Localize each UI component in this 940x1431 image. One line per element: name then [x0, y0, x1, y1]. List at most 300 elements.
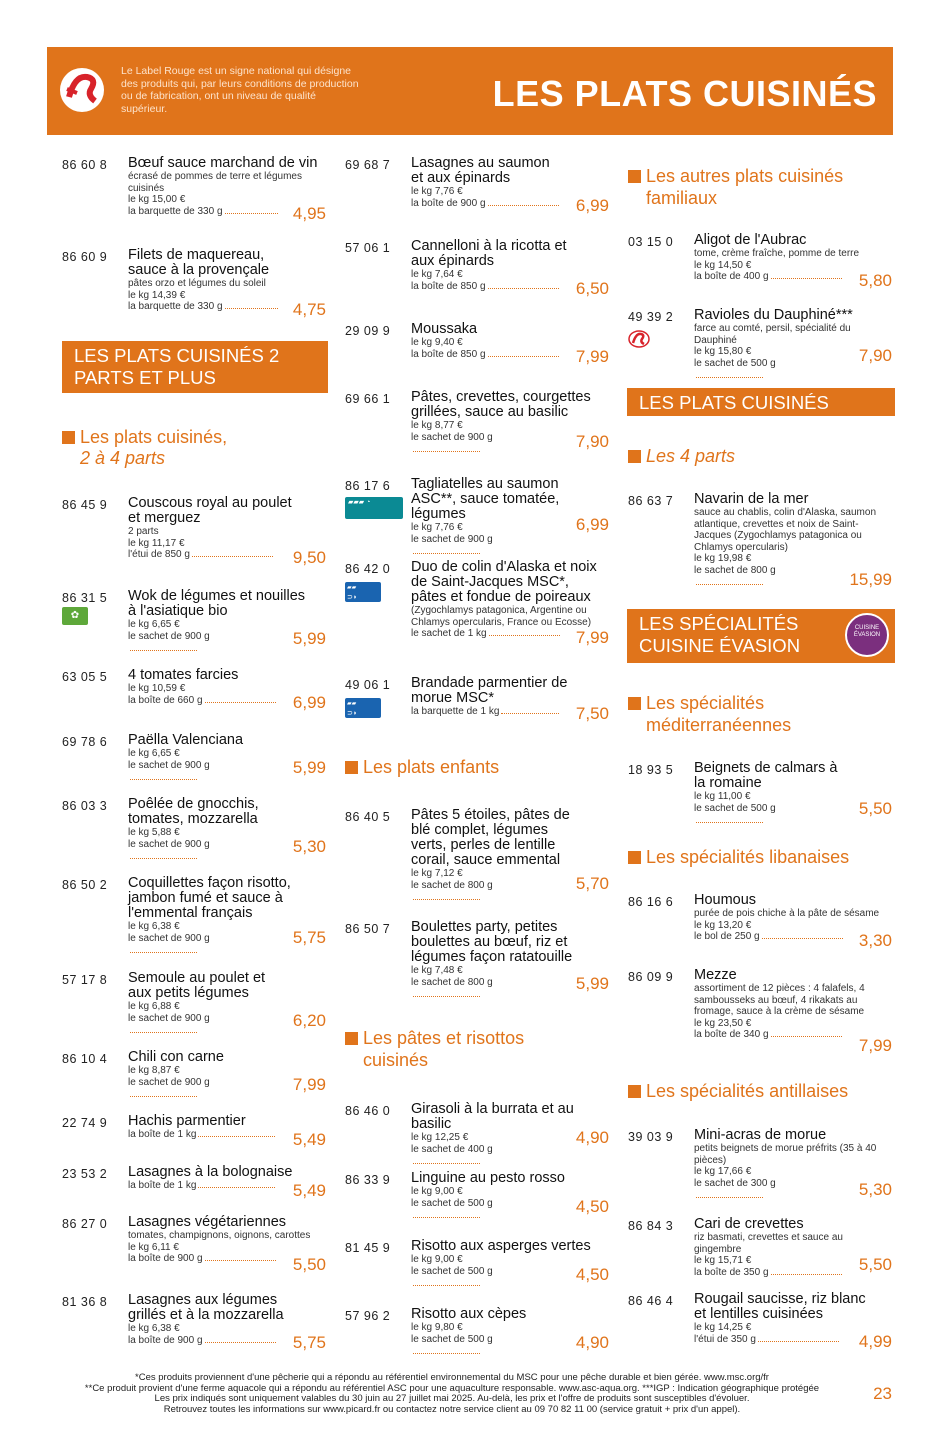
product-item[interactable]	[62, 971, 326, 1031]
product-item[interactable]	[345, 390, 609, 452]
price-per-kg: le kg 7,76 €	[411, 186, 463, 197]
product-description: 2 parts	[128, 526, 159, 537]
page-number: 23	[873, 1384, 892, 1403]
product-item[interactable]	[628, 307, 892, 369]
section-subtitle-text-2: méditerranéennes	[646, 715, 792, 735]
label-rouge-logo-icon	[57, 67, 107, 113]
product-code: 86 17 6	[345, 479, 391, 493]
price-per-kg: le kg 6,38 €	[128, 921, 180, 932]
product-price: 7,50	[575, 704, 609, 723]
product-price: 4,50	[575, 1197, 609, 1216]
bio-leaf-icon: ✿	[62, 607, 88, 625]
product-price: 5,99	[292, 629, 326, 648]
product-item[interactable]	[345, 156, 609, 216]
section-band-2-parts	[62, 341, 328, 393]
product-description: (Zygochlamys patagonica, Argentine ou Chlamys opercularis, France ou Ecosse)	[411, 605, 592, 628]
package-line	[694, 803, 844, 827]
product-name: Couscous royal au poulet et merguez	[128, 495, 292, 526]
price-leader-dots	[130, 858, 197, 859]
product-description: purée de pois chiche à la pâte de sésame	[694, 908, 880, 919]
price-per-kg: le kg 12,25 €	[411, 1132, 469, 1143]
package-line	[128, 1253, 278, 1265]
package-size: le sachet de 500 g	[411, 1265, 493, 1277]
package-line	[128, 760, 278, 784]
section-subtitle	[628, 846, 892, 868]
product-price: 5,75	[292, 1333, 326, 1352]
product-code: 49 06 1	[345, 678, 391, 692]
product-code: 86 60 9	[62, 250, 108, 264]
section-square-icon	[628, 697, 641, 710]
package-line	[694, 271, 844, 283]
section-square-icon	[345, 761, 358, 774]
section-subtitle	[628, 692, 892, 736]
section-band-2-parts-text: LES PLATS CUISINÉS 2 PARTS ET PLUS	[74, 345, 280, 388]
price-leader-dots	[225, 308, 278, 309]
product-code: 69 66 1	[345, 392, 391, 406]
product-code: 57 96 2	[345, 1309, 391, 1323]
package-line	[411, 198, 561, 210]
package-size: le sachet de 500 g	[411, 1333, 493, 1345]
product-name: Cannelloni à la ricotta et aux épinards	[411, 238, 567, 269]
price-leader-dots	[225, 213, 278, 214]
product-price: 5,99	[292, 758, 326, 777]
package-line	[128, 1077, 278, 1101]
product-item[interactable]	[345, 676, 609, 724]
price-leader-dots	[205, 702, 277, 703]
page-title: LES PLATS CUISINÉS	[492, 73, 877, 114]
product-code: 86 46 4	[628, 1294, 674, 1308]
package-line	[411, 349, 561, 361]
section-square-icon	[345, 1032, 358, 1045]
product-price: 5,50	[858, 1255, 892, 1274]
price-leader-dots	[130, 779, 197, 780]
price-leader-dots	[413, 899, 480, 900]
product-item[interactable]	[345, 322, 609, 367]
product-price: 5,50	[292, 1255, 326, 1274]
section-square-icon	[62, 431, 75, 444]
product-item[interactable]	[62, 733, 326, 778]
price-per-kg: le kg 7,76 €	[411, 522, 463, 533]
package-size: la boîte de 900 g	[128, 1253, 203, 1264]
package-size: la boîte de 900 g	[411, 197, 486, 209]
package-line	[128, 1335, 278, 1347]
product-item[interactable]	[62, 1293, 326, 1353]
price-leader-dots	[130, 1032, 197, 1033]
product-price: 5,99	[575, 974, 609, 993]
product-name: Ravioles du Dauphiné***	[694, 307, 853, 323]
price-leader-dots	[758, 1341, 839, 1342]
product-item[interactable]	[628, 1128, 892, 1200]
product-name: Pâtes, crevettes, courgettes grillées, sauce au basilic	[411, 389, 591, 420]
product-item[interactable]	[345, 808, 609, 894]
product-code: 57 06 1	[345, 241, 391, 255]
section-subtitle-text: Les spécialités	[646, 693, 765, 713]
product-code: 86 03 3	[62, 799, 108, 813]
price-leader-dots	[488, 288, 560, 289]
product-name: Paëlla Valenciana	[128, 732, 244, 748]
product-item[interactable]	[628, 761, 892, 819]
section-subtitle	[345, 756, 609, 778]
product-code: 03 15 0	[628, 235, 674, 249]
product-price: 7,90	[575, 432, 609, 451]
footer-msc-note: *Ces produits proviennent d'une pêcherie qui a répondu au référentiel environnemental du MSC pour une pêche durable et bien gérée. www.msc.org/fr	[135, 1372, 769, 1383]
price-per-kg: le kg 6,11 €	[128, 1241, 179, 1253]
price-per-kg: le kg 13,20 €	[694, 919, 752, 931]
product-code: 86 84 3	[628, 1219, 674, 1233]
product-price: 4,50	[575, 1265, 609, 1284]
package-size: la boîte de 350 g	[694, 1266, 769, 1278]
product-price: 7,99	[575, 347, 609, 366]
package-line	[411, 281, 561, 293]
product-code: 57 17 8	[62, 973, 108, 987]
product-description: sauce au chablis, colin d'Alaska, saumon atlantique, crevettes et noix de Saint-Jacques (Zygochlamys patagonica ou Chlamys opercularis)	[694, 507, 877, 553]
product-name: Lasagnes à la bolognaise	[128, 1164, 293, 1180]
product-name-block	[694, 968, 892, 1041]
price-leader-dots	[501, 713, 559, 714]
section-band-evasion	[627, 609, 895, 663]
package-line	[128, 1180, 278, 1192]
package-line	[411, 1334, 561, 1358]
product-price: 5,30	[858, 1180, 892, 1199]
section-band-evasion-line1: LES SPÉCIALITÉS	[639, 613, 799, 634]
product-price: 4,90	[575, 1333, 609, 1352]
price-leader-dots	[198, 1136, 274, 1137]
section-subtitle-text-2: familiaux	[646, 188, 718, 208]
product-name: Houmous	[694, 892, 757, 908]
package-size: la barquette de 1 kg	[411, 706, 500, 717]
package-line	[411, 977, 561, 1001]
product-price: 7,90	[858, 346, 892, 365]
product-name-block	[694, 308, 892, 382]
package-size: le sachet de 500 g	[694, 357, 776, 369]
price-per-kg: le kg 15,00 €	[128, 194, 186, 205]
package-line	[128, 933, 278, 957]
package-size: le sachet de 300 g	[694, 1177, 776, 1189]
product-name: Filets de maquereau, sauce à la provençale	[128, 247, 270, 278]
product-name: Risotto aux asperges vertes	[411, 1238, 591, 1254]
price-per-kg: le kg 7,48 €	[411, 965, 463, 976]
msc-label-icon: ▰▰ ⊃◗	[345, 698, 381, 718]
section-subtitle	[345, 1027, 609, 1071]
price-leader-dots	[488, 205, 560, 206]
product-item[interactable]	[628, 1292, 892, 1352]
price-leader-dots	[696, 822, 763, 823]
product-item[interactable]	[628, 893, 892, 951]
price-per-kg: le kg 6,65 €	[128, 619, 180, 630]
price-leader-dots	[413, 1353, 480, 1354]
product-price: 4,95	[292, 204, 326, 223]
footer-notes	[47, 1373, 857, 1415]
product-price: 6,99	[575, 515, 609, 534]
label-rouge-icon	[628, 330, 650, 348]
package-size: la boîte de 660 g	[128, 694, 203, 706]
product-price: 5,80	[858, 271, 892, 290]
product-description: écrasé de pommes de terre et légumes cuisinés	[128, 171, 302, 194]
price-per-kg: le kg 14,39 €	[128, 289, 186, 301]
product-item[interactable]	[62, 1165, 326, 1201]
product-code: 49 39 2	[628, 310, 674, 324]
package-size: la barquette de 330 g	[128, 301, 223, 312]
product-description: tomates, champignons, oignons, carottes	[128, 1230, 311, 1241]
package-line	[128, 206, 278, 218]
product-name: Navarin de la mer	[694, 491, 809, 507]
section-subtitle-text: Les spécialités antillaises	[646, 1081, 849, 1101]
product-name: Linguine au pesto rosso	[411, 1170, 565, 1186]
package-size: le sachet de 900 g	[128, 1012, 210, 1024]
price-leader-dots	[488, 356, 560, 357]
package-line	[128, 301, 278, 313]
price-per-kg: le kg 19,98 €	[694, 553, 752, 564]
package-line	[411, 1144, 561, 1168]
product-code: 86 16 6	[628, 895, 674, 909]
product-description: petits beignets de morue préfrits (35 à 40 pièces)	[694, 1143, 877, 1166]
price-leader-dots	[130, 952, 197, 953]
section-subtitle	[628, 445, 892, 467]
product-item[interactable]	[628, 1216, 892, 1278]
price-leader-dots	[205, 1260, 277, 1261]
product-code: 86 33 9	[345, 1173, 391, 1187]
product-name: Chili con carne	[128, 1049, 224, 1065]
product-price: 4,90	[575, 1128, 609, 1147]
product-code: 86 42 0	[345, 562, 391, 576]
product-code: 63 05 5	[62, 670, 108, 684]
product-name: Lasagnes au saumon et aux épinards	[411, 155, 550, 186]
package-line	[411, 706, 561, 718]
price-per-kg: le kg 15,80 €	[694, 346, 752, 357]
package-size: la boîte de 1 kg	[128, 1180, 197, 1191]
package-size: la boîte de 900 g	[128, 1334, 203, 1346]
price-per-kg: le kg 23,50 €	[694, 1017, 752, 1029]
product-description: tome, crème fraîche, pomme de terre	[694, 248, 860, 259]
product-item[interactable]	[62, 1215, 326, 1275]
section-band-festifs	[627, 388, 895, 435]
product-item[interactable]	[62, 496, 326, 568]
package-size: le sachet de 800 g	[411, 976, 493, 988]
section-square-icon	[628, 170, 641, 183]
price-per-kg: le kg 6,38 €	[128, 1323, 180, 1334]
product-description: assortiment de 12 pièces : 4 falafels, 4 sambousseks au bœuf, 4 rikakats au fromage, sauce à la crème de sésame	[694, 983, 865, 1017]
product-item[interactable]	[62, 797, 326, 857]
product-code: 18 93 5	[628, 763, 674, 777]
price-leader-dots	[771, 278, 843, 279]
package-size: le sachet de 900 g	[411, 431, 493, 443]
product-name: Brandade parmentier de morue MSC*	[411, 675, 568, 706]
product-name: Rougail saucisse, riz blanc et lentilles cuisinées	[694, 1291, 866, 1322]
package-line	[694, 1178, 844, 1202]
product-item[interactable]	[62, 156, 326, 228]
product-price: 6,99	[575, 196, 609, 215]
package-size: le sachet de 1 kg	[411, 628, 487, 639]
product-price: 6,20	[292, 1011, 326, 1030]
product-item[interactable]	[345, 1171, 609, 1217]
price-per-kg: le kg 6,88 €	[128, 1001, 180, 1012]
package-size: le sachet de 900 g	[128, 838, 210, 850]
price-per-kg: le kg 7,12 €	[411, 868, 463, 879]
package-size: la barquette de 330 g	[128, 205, 223, 217]
product-item[interactable]	[62, 589, 326, 649]
msc-label-icon: ▰▰ ⊃◗	[345, 582, 381, 602]
package-line	[128, 1013, 278, 1037]
price-per-kg: le kg 11,17 €	[128, 537, 185, 549]
package-line	[128, 631, 278, 655]
page-header	[47, 47, 893, 135]
price-leader-dots	[696, 377, 763, 378]
product-item[interactable]	[62, 876, 326, 948]
package-size: le sachet de 800 g	[411, 879, 493, 891]
section-band-festifs-text: LES PLATS CUISINÉS FESTIFS	[639, 392, 829, 435]
package-size: le sachet de 500 g	[694, 802, 776, 814]
package-size: la boîte de 1 kg	[128, 1129, 197, 1140]
product-code: 69 78 6	[62, 735, 108, 749]
product-item[interactable]	[628, 968, 892, 1056]
product-price: 5,50	[858, 799, 892, 818]
price-per-kg: le kg 15,71 €	[694, 1255, 752, 1266]
product-price: 9,50	[292, 548, 326, 567]
product-code: 86 10 4	[62, 1052, 108, 1066]
section-square-icon	[628, 1085, 641, 1098]
package-size: l'étui de 350 g	[694, 1333, 756, 1345]
product-price: 15,99	[849, 570, 892, 589]
price-per-kg: le kg 17,66 €	[694, 1166, 752, 1177]
product-name: Wok de légumes et nouilles à l'asiatique bio	[128, 588, 306, 619]
product-price: 4,75	[292, 300, 326, 319]
product-code: 23 53 2	[62, 1167, 108, 1181]
product-price: 3,30	[858, 931, 892, 950]
price-leader-dots	[192, 556, 273, 557]
price-per-kg: le kg 14,25 €	[694, 1322, 752, 1333]
product-item[interactable]	[62, 668, 326, 713]
product-item[interactable]	[628, 492, 892, 590]
package-size: le sachet de 500 g	[411, 1197, 493, 1209]
section-subtitle-text-2: cuisinés	[363, 1050, 429, 1070]
product-code: 86 50 2	[62, 878, 108, 892]
package-size: l'étui de 850 g	[128, 549, 190, 560]
package-line	[411, 534, 561, 558]
product-item[interactable]	[62, 1114, 326, 1150]
product-price: 7,99	[575, 628, 609, 647]
product-item[interactable]	[628, 233, 892, 291]
product-code: 86 63 7	[628, 494, 674, 508]
product-code: 86 09 9	[628, 970, 674, 984]
package-line	[694, 358, 844, 382]
price-leader-dots	[696, 1197, 763, 1198]
section-subtitle	[62, 426, 326, 448]
package-size: la boîte de 400 g	[694, 271, 769, 282]
price-per-kg: le kg 9,80 €	[411, 1322, 463, 1333]
package-line	[694, 1267, 844, 1279]
package-line	[411, 1266, 561, 1290]
product-item[interactable]	[345, 560, 609, 648]
product-code: 86 27 0	[62, 1217, 108, 1231]
product-code: 22 74 9	[62, 1116, 108, 1130]
package-line	[411, 1198, 561, 1222]
product-price: 5,30	[292, 837, 326, 856]
product-code: 39 03 9	[628, 1130, 674, 1144]
package-line	[128, 839, 278, 863]
section-subtitle	[628, 165, 892, 209]
product-item[interactable]	[345, 1307, 609, 1353]
product-item[interactable]	[345, 1239, 609, 1285]
price-per-kg: le kg 8,87 €	[128, 1065, 180, 1076]
section-subtitle	[628, 1080, 892, 1102]
package-line	[694, 931, 844, 943]
package-size: le sachet de 400 g	[411, 1143, 493, 1155]
package-size: le sachet de 900 g	[128, 630, 210, 642]
price-leader-dots	[413, 1285, 480, 1286]
package-size: le sachet de 900 g	[128, 932, 210, 944]
package-size: la boîte de 850 g	[411, 348, 486, 360]
price-per-kg: le kg 7,64 €	[411, 269, 463, 280]
package-size: le sachet de 900 g	[128, 759, 210, 771]
product-name: 4 tomates farcies	[128, 667, 239, 683]
product-name: Pâtes 5 étoiles, pâtes de blé complet, légumes verts, perles de lentille corail, sauce emmental	[411, 807, 570, 868]
price-leader-dots	[198, 1187, 274, 1188]
product-item[interactable]	[345, 476, 609, 545]
price-leader-dots	[130, 650, 197, 651]
package-size: le bol de 250 g	[694, 931, 760, 942]
price-per-kg: le kg 9,00 €	[411, 1254, 463, 1265]
product-name: Bœuf sauce marchand de vin	[128, 155, 318, 171]
product-code: 86 46 0	[345, 1104, 391, 1118]
price-per-kg: le kg 11,00 €	[694, 791, 751, 802]
product-price: 6,99	[292, 693, 326, 712]
product-item[interactable]	[345, 920, 609, 994]
price-per-kg: le kg 9,00 €	[411, 1186, 463, 1197]
product-item[interactable]	[345, 1101, 609, 1155]
product-item[interactable]	[62, 1050, 326, 1095]
package-line	[128, 549, 278, 561]
product-name: Beignets de calmars à la romaine	[694, 760, 838, 791]
product-code: 86 45 9	[62, 498, 108, 512]
product-name: Mezze	[694, 967, 737, 983]
package-line	[128, 1129, 278, 1141]
price-leader-dots	[413, 1217, 480, 1218]
product-name: Hachis parmentier	[128, 1113, 246, 1129]
price-leader-dots	[413, 996, 480, 997]
price-leader-dots	[413, 1163, 480, 1164]
product-code: 86 31 5	[62, 591, 108, 605]
price-leader-dots	[771, 1036, 843, 1037]
product-item[interactable]	[345, 239, 609, 299]
footer-asc-note: **Ce produit provient d'une ferme aquacole qui a répondu au référentiel ASC pour une aquaculture responsable. www.asc-aqua.org. ***IGP : Indication géographique protégée	[84, 1382, 820, 1394]
package-size: la boîte de 850 g	[411, 280, 486, 292]
product-code: 86 40 5	[345, 810, 391, 824]
product-code: 86 60 8	[62, 158, 108, 172]
section-subtitle-text: Les 4 parts	[646, 446, 736, 466]
product-name: Tagliatelles au saumon ASC**, sauce tomatée, légumes	[411, 476, 560, 522]
price-per-kg: le kg 8,77 €	[411, 420, 463, 431]
product-item[interactable]	[62, 248, 326, 320]
package-line	[411, 628, 561, 640]
product-description: riz basmati, crevettes et sauce au gingembre	[694, 1232, 843, 1255]
asc-label-icon: ▰▰▰ ◔	[345, 497, 403, 519]
footer-validity-note: Les prix indiqués sont uniquement valables du 30 juin au 27 juillet mai 2025. Au-delà, les prix et l'offre de produits sont susceptibles d'évoluer.	[154, 1393, 750, 1404]
cuisine-evasion-logo-text: CUISINE ÉVASION	[853, 625, 881, 638]
product-description: farce au comté, persil, spécialité du Dauphiné	[694, 323, 851, 346]
product-price: 5,49	[292, 1181, 326, 1200]
product-code: 81 45 9	[345, 1241, 391, 1255]
product-code: 81 36 8	[62, 1295, 108, 1309]
product-name: Aligot de l'Aubrac	[694, 232, 807, 248]
product-name: Lasagnes végétariennes	[128, 1214, 287, 1230]
price-per-kg: le kg 5,88 €	[128, 827, 180, 838]
price-leader-dots	[413, 553, 480, 554]
price-leader-dots	[413, 451, 480, 452]
price-leader-dots	[205, 1342, 277, 1343]
price-per-kg: le kg 14,50 €	[694, 259, 752, 271]
price-per-kg: le kg 10,59 €	[128, 683, 186, 694]
package-line	[411, 432, 561, 456]
